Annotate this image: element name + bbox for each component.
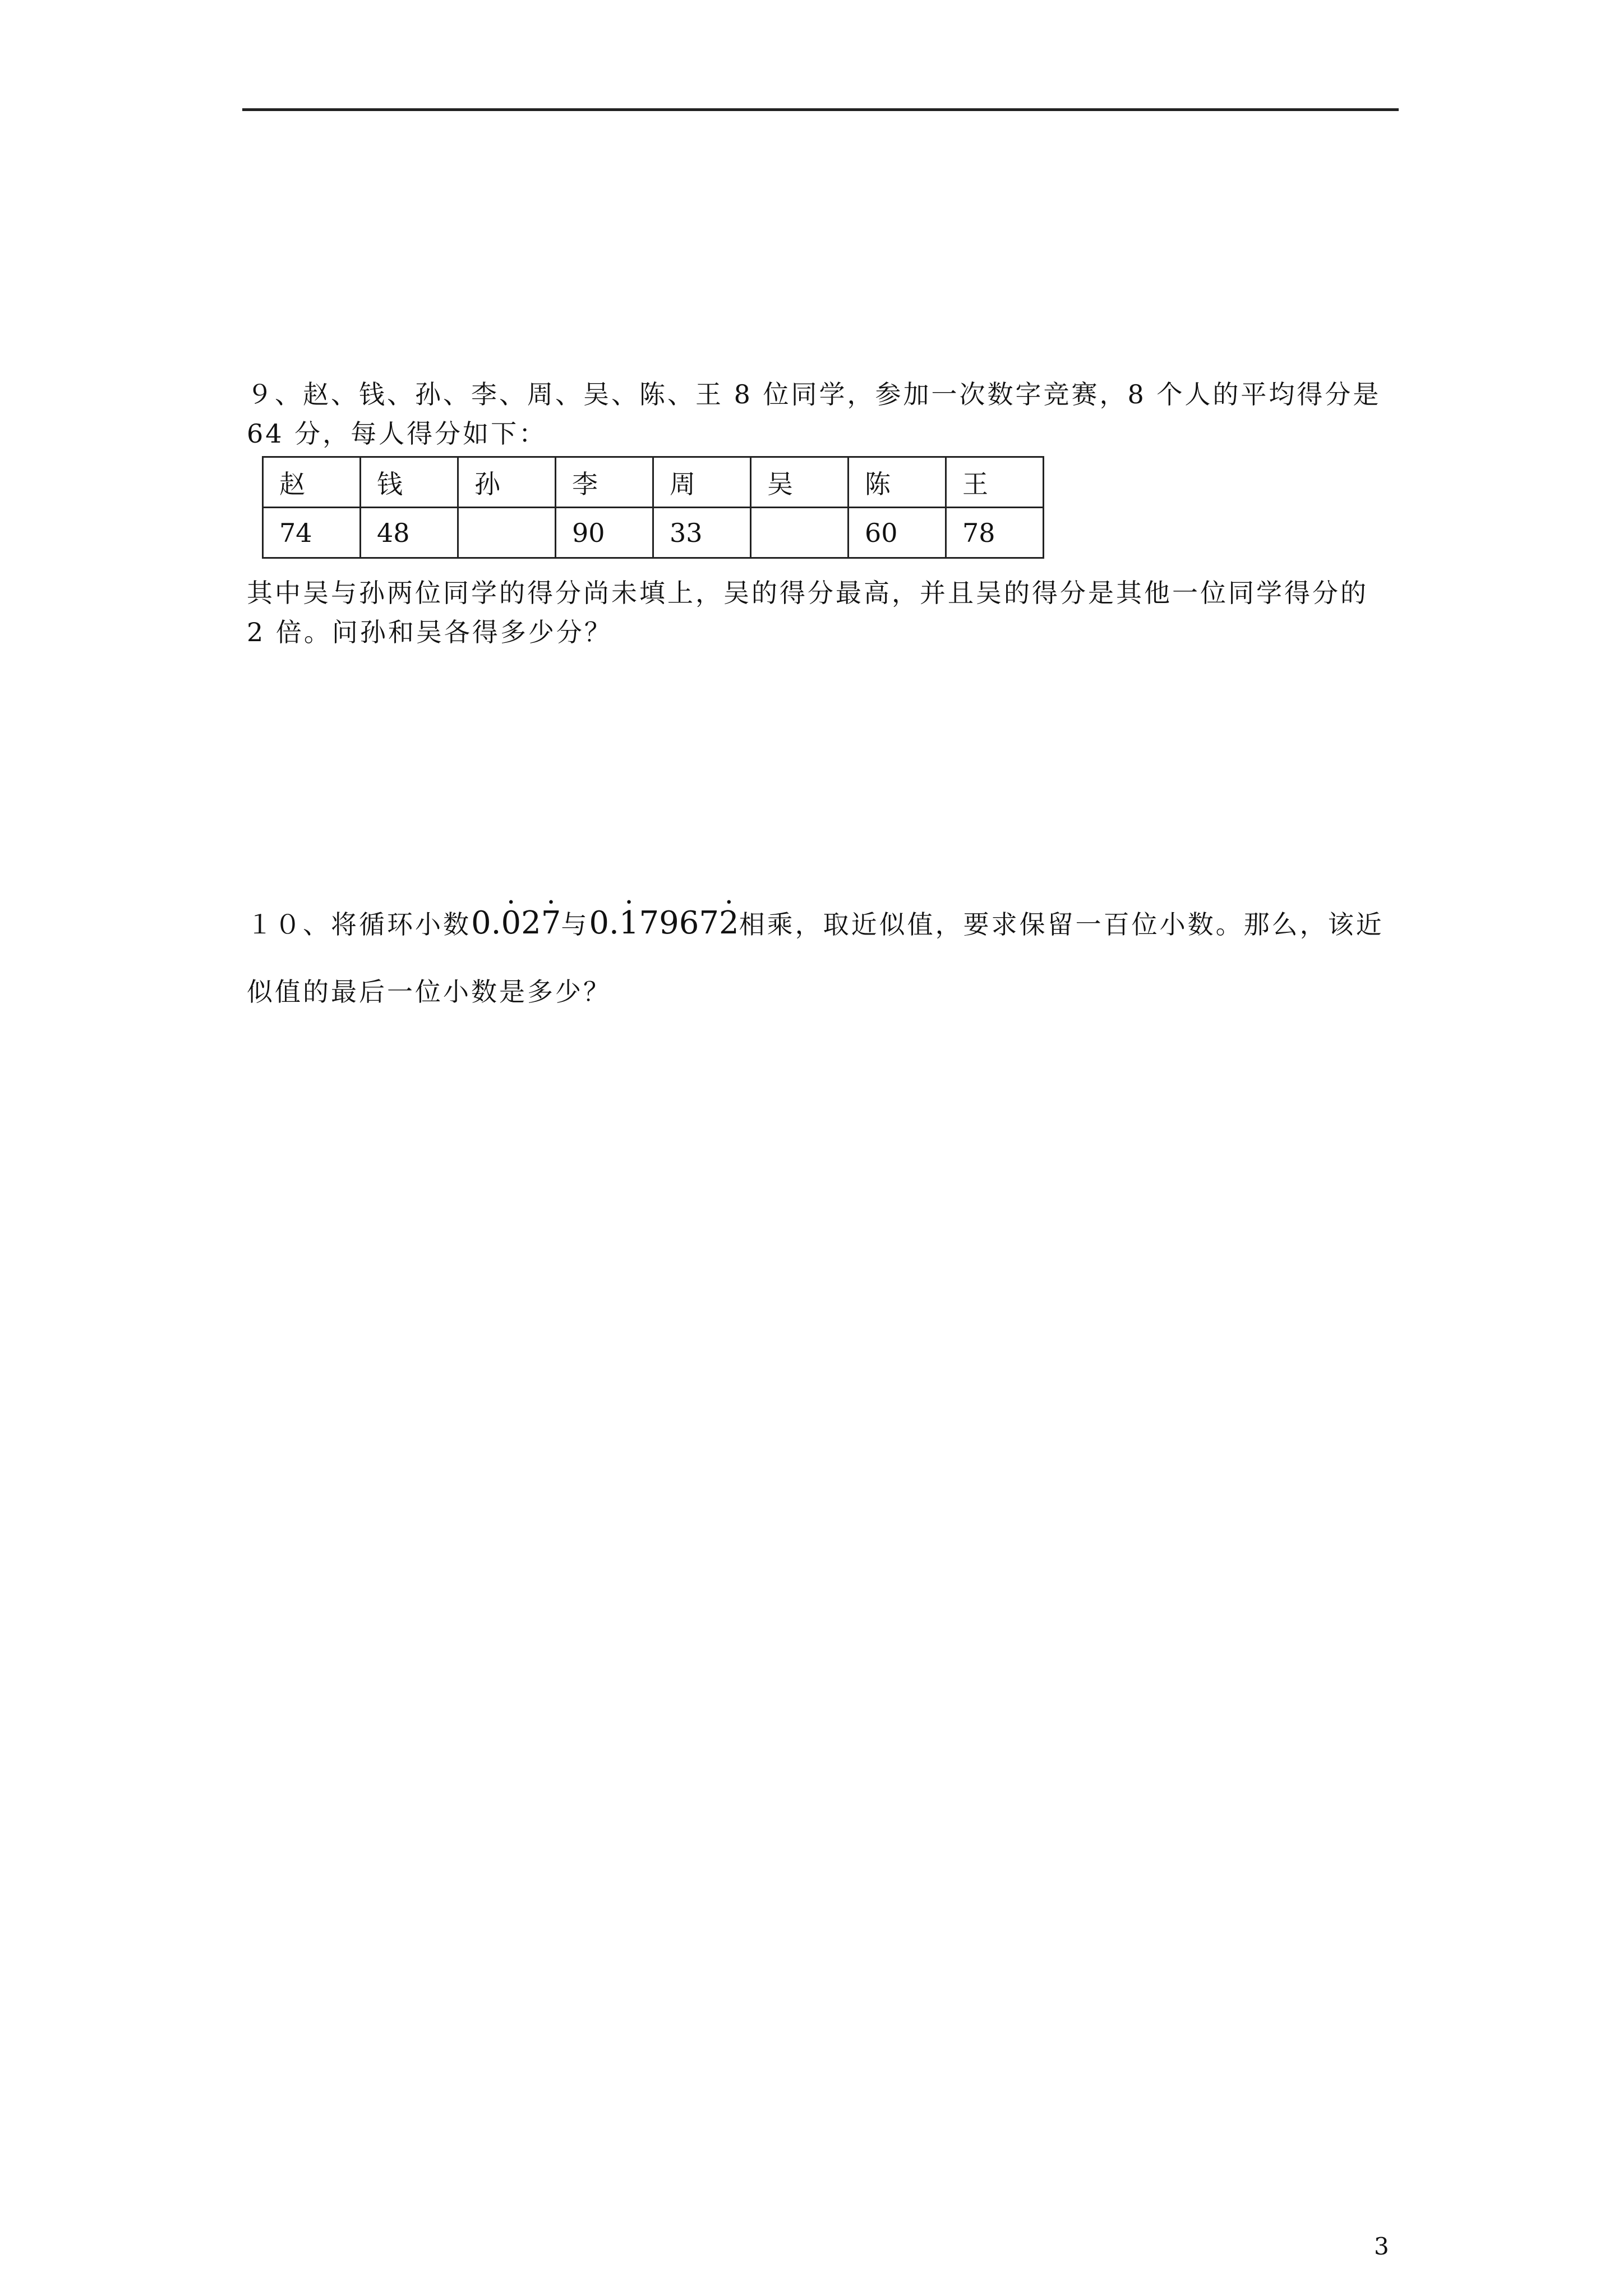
score-table [262,456,1044,559]
name-cell: 周 [653,457,751,508]
score-cell [458,508,556,558]
repeat-dot-digit: · 0 [501,890,521,957]
repeat-dot-digit: · 7 [541,890,561,957]
question-9-text: 其中吴与孙两位同学的得分尚未填上，吴的得分最高，并且吴的得分是其他一位同学得分的 2 倍。问孙和吴各得多少分？ [247,578,1368,647]
repeating-decimal-1: 0.· 02· 7 [471,890,561,957]
score-cell: 48 [361,508,458,558]
name-cell: 赵 [263,457,361,508]
name-cell: 陈 [849,457,946,508]
repeat-dot-digit: · 2 [719,890,739,957]
table-row-names [263,457,1044,508]
name-cell: 孙 [458,457,556,508]
name-cell: 吴 [751,457,849,508]
name-cell: 王 [946,457,1044,508]
score-cell [751,508,849,558]
question-10-text [247,890,1396,1025]
q10-suffix: 相乘，取近似值，要求保留一百位小数。那么，该近似值的最后一位小数是多少？ [247,909,1384,1007]
q10-prefix: １０、将循环小数 [247,909,471,940]
score-cell: 78 [946,508,1044,558]
q10-conj: 与 [561,909,589,940]
score-cell: 90 [556,508,653,558]
page-number: 3 [1374,2233,1389,2260]
name-cell: 李 [556,457,653,508]
score-cell: 60 [849,508,946,558]
header-rule [242,108,1399,111]
score-cell: 33 [653,508,751,558]
table-row-scores [263,508,1044,558]
repeating-decimal-2: 0.· 17967· 2 [589,890,739,957]
score-cell: 74 [263,508,361,558]
name-cell: 钱 [361,457,458,508]
repeat-dot-digit: · 1 [619,890,639,957]
question-9-intro: ９、赵、钱、孙、李、周、吴、陈、王 8 位同学，参加一次数字竞赛，8 个人的平均得分是 64 分，每人得分如下： [247,379,1381,449]
